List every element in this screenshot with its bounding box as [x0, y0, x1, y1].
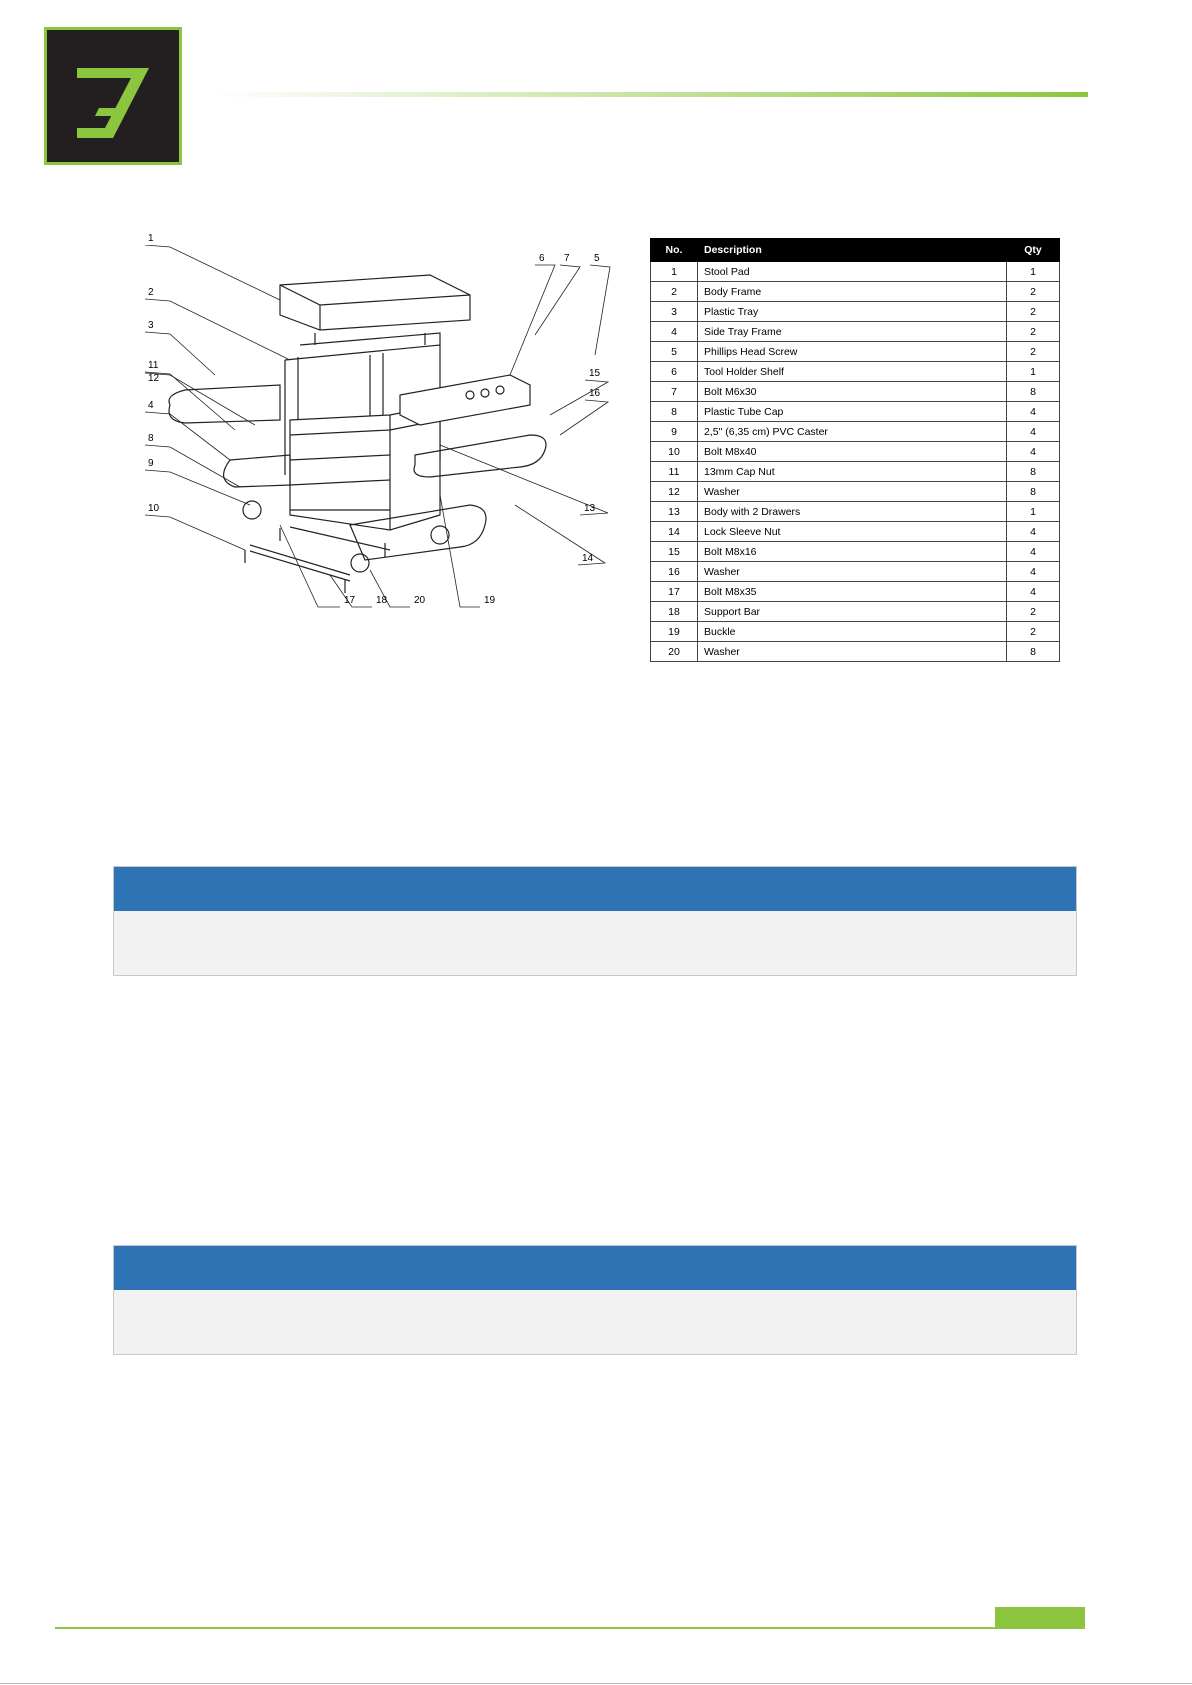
footer-rule	[55, 1627, 1085, 1629]
cell-no: 17	[651, 582, 698, 602]
cell-description: Lock Sleeve Nut	[698, 522, 1007, 542]
diagram-callout: 16	[589, 388, 601, 399]
cell-no: 9	[651, 422, 698, 442]
cell-qty: 2	[1007, 342, 1060, 362]
cell-no: 20	[651, 642, 698, 662]
cell-description: Bolt M8x35	[698, 582, 1007, 602]
cell-no: 16	[651, 562, 698, 582]
cell-qty: 2	[1007, 302, 1060, 322]
table-row	[651, 522, 1060, 542]
diagram-callout: 17	[344, 595, 356, 606]
cell-description: Buckle	[698, 622, 1007, 642]
header-rule	[210, 92, 1088, 97]
cell-description: Bolt M8x40	[698, 442, 1007, 462]
cell-no: 2	[651, 282, 698, 302]
cell-qty: 2	[1007, 622, 1060, 642]
info-box-1-header	[114, 867, 1076, 911]
header-description: Description	[698, 239, 1007, 262]
table-row	[651, 562, 1060, 582]
cell-no: 6	[651, 362, 698, 382]
diagram-callout: 11	[148, 360, 159, 371]
cell-description: Side Tray Frame	[698, 322, 1007, 342]
cell-description: Body with 2 Drawers	[698, 502, 1007, 522]
table-row	[651, 482, 1060, 502]
cell-qty: 8	[1007, 482, 1060, 502]
table-row	[651, 342, 1060, 362]
bottom-divider	[0, 1683, 1192, 1684]
diagram-callout: 9	[148, 458, 154, 469]
cell-description: Stool Pad	[698, 262, 1007, 282]
cell-qty: 4	[1007, 582, 1060, 602]
cell-no: 18	[651, 602, 698, 622]
parts-table	[650, 238, 1060, 662]
table-row	[651, 462, 1060, 482]
cell-description: Bolt M6x30	[698, 382, 1007, 402]
cell-description: 2,5" (6,35 cm) PVC Caster	[698, 422, 1007, 442]
header-no: No.	[651, 239, 698, 262]
table-row	[651, 642, 1060, 662]
diagram-callout: 6	[539, 253, 545, 264]
table-row	[651, 622, 1060, 642]
z-logo-icon	[47, 30, 179, 162]
diagram-callout: 19	[484, 595, 496, 606]
cell-qty: 1	[1007, 502, 1060, 522]
diagram-callout: 8	[148, 433, 154, 444]
header-qty: Qty	[1007, 239, 1060, 262]
cell-description: Plastic Tray	[698, 302, 1007, 322]
cell-description: Bolt M8x16	[698, 542, 1007, 562]
cell-description: Support Bar	[698, 602, 1007, 622]
cell-qty: 4	[1007, 422, 1060, 442]
cell-description: Washer	[698, 482, 1007, 502]
table-row	[651, 322, 1060, 342]
page-number-tab	[995, 1607, 1085, 1629]
table-row	[651, 302, 1060, 322]
table-row	[651, 362, 1060, 382]
diagram-callout: 12	[148, 373, 160, 384]
cell-qty: 4	[1007, 542, 1060, 562]
diagram-callout: 2	[148, 287, 154, 298]
cell-no: 14	[651, 522, 698, 542]
cell-no: 10	[651, 442, 698, 462]
cell-qty: 2	[1007, 602, 1060, 622]
diagram-callout: 4	[148, 400, 154, 411]
info-box-2-header	[114, 1246, 1076, 1290]
cell-description: Phillips Head Screw	[698, 342, 1007, 362]
diagram-callout: 20	[414, 595, 426, 606]
table-row	[651, 602, 1060, 622]
cell-description: 13mm Cap Nut	[698, 462, 1007, 482]
cell-no: 7	[651, 382, 698, 402]
info-box-1-body	[114, 911, 1076, 975]
cell-qty: 4	[1007, 442, 1060, 462]
diagram-callout: 5	[594, 253, 600, 264]
cell-no: 3	[651, 302, 698, 322]
table-row	[651, 442, 1060, 462]
cell-no: 19	[651, 622, 698, 642]
cell-description: Washer	[698, 562, 1007, 582]
table-row	[651, 402, 1060, 422]
table-row	[651, 282, 1060, 302]
cell-no: 4	[651, 322, 698, 342]
info-box-2	[113, 1245, 1077, 1355]
cell-qty: 4	[1007, 402, 1060, 422]
table-row	[651, 382, 1060, 402]
cell-qty: 4	[1007, 562, 1060, 582]
cell-qty: 2	[1007, 282, 1060, 302]
cell-no: 1	[651, 262, 698, 282]
cell-description: Tool Holder Shelf	[698, 362, 1007, 382]
diagram-callout: 1	[148, 233, 154, 244]
table-row	[651, 422, 1060, 442]
cell-qty: 8	[1007, 462, 1060, 482]
cell-no: 12	[651, 482, 698, 502]
cell-no: 13	[651, 502, 698, 522]
table-row	[651, 582, 1060, 602]
cell-qty: 2	[1007, 322, 1060, 342]
info-box-1	[113, 866, 1077, 976]
table-row	[651, 262, 1060, 282]
cell-qty: 8	[1007, 382, 1060, 402]
cell-description: Body Frame	[698, 282, 1007, 302]
cell-no: 15	[651, 542, 698, 562]
info-box-2-body	[114, 1290, 1076, 1354]
diagram-callout: 10	[148, 503, 160, 514]
cell-qty: 1	[1007, 362, 1060, 382]
cell-qty: 4	[1007, 522, 1060, 542]
cell-qty: 8	[1007, 642, 1060, 662]
exploded-diagram	[140, 233, 620, 665]
table-row	[651, 542, 1060, 562]
diagram-callout: 14	[582, 553, 594, 564]
diagram-callout: 3	[148, 320, 154, 331]
table-header-row	[651, 239, 1060, 262]
cell-description: Plastic Tube Cap	[698, 402, 1007, 422]
cell-description: Washer	[698, 642, 1007, 662]
table-row	[651, 502, 1060, 522]
cell-qty: 1	[1007, 262, 1060, 282]
cell-no: 8	[651, 402, 698, 422]
brand-logo	[44, 27, 182, 165]
cell-no: 11	[651, 462, 698, 482]
diagram-callout: 18	[376, 595, 388, 606]
diagram-callout: 15	[589, 368, 601, 379]
cell-no: 5	[651, 342, 698, 362]
diagram-callout: 7	[564, 253, 570, 264]
diagram-callout: 13	[584, 503, 596, 514]
